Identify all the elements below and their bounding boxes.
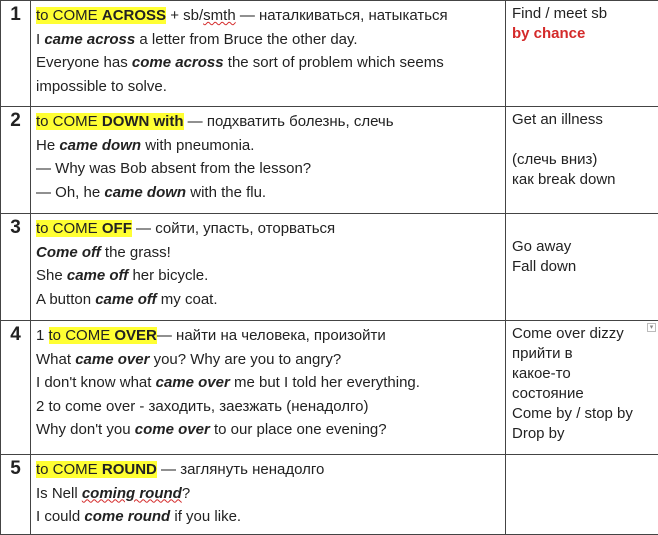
synonym-line: Go away <box>512 237 654 257</box>
example-line: Come off the grass! <box>36 241 501 265</box>
verb-heading: to COME ROUND — заглянуть ненадолго <box>36 458 501 482</box>
synonym-line: прийти в <box>512 344 654 364</box>
spellcheck-word: smth <box>203 7 236 24</box>
example-cell <box>31 455 506 535</box>
synonym-line: как break down <box>512 170 654 190</box>
example-line: I don't know what came over me but I told her everything. <box>36 371 501 395</box>
meaning: — найти на человека, произойти <box>157 327 386 344</box>
synonym-line: Come over dizzy <box>512 324 654 344</box>
synonym-line: состояние <box>512 384 654 404</box>
verb-heading: 1 to COME OVER— найти на человека, произойти <box>36 324 501 348</box>
example-line: Why don't you come over to our place one evening? <box>36 418 501 442</box>
verb-heading: to COME OFF — сойти, упасть, оторваться <box>36 217 501 241</box>
row-number: 4 <box>1 321 31 455</box>
meaning: — подхватить болезнь, слечь <box>184 113 394 130</box>
particle: ACROSS <box>102 7 166 24</box>
table-row <box>1 107 658 214</box>
row-number: 2 <box>1 107 31 214</box>
chevron-down-icon[interactable]: ▾ <box>647 323 656 332</box>
example-line: — Oh, he came down with the flu. <box>36 181 501 205</box>
example-cell <box>31 321 506 455</box>
example-line: I could come round if you like. <box>36 505 501 529</box>
synonym-cell <box>506 214 658 321</box>
particle: DOWN with <box>102 113 184 130</box>
example-line: 2 to come over - заходить, заезжать (ненадолго) <box>36 395 501 419</box>
synonym-cell <box>506 455 658 535</box>
synonym-line: Drop by <box>512 424 654 444</box>
synonym-cell <box>506 1 658 107</box>
verb-heading: to COME DOWN with — подхватить болезнь, слечь <box>36 110 501 134</box>
example-line: impossible to solve. <box>36 75 501 99</box>
synonym-cell <box>506 107 658 214</box>
synonym-line: Fall down <box>512 257 654 277</box>
synonym-line: Find / meet sb <box>512 4 654 24</box>
example-line: A button came off my coat. <box>36 288 501 312</box>
row-number: 3 <box>1 214 31 321</box>
particle: OVER <box>114 327 157 344</box>
row-number: 5 <box>1 455 31 535</box>
table-row <box>1 214 658 321</box>
example-line: Everyone has come across the sort of problem which seems <box>36 51 501 75</box>
synonym-line: (слечь вниз) <box>512 150 654 170</box>
row-number: 1 <box>1 1 31 107</box>
meaning: — наталкиваться, натыкаться <box>236 7 448 24</box>
example-cell <box>31 107 506 214</box>
synonym-line-highlight: by chance <box>512 24 654 44</box>
example-line: He came down with pneumonia. <box>36 134 501 158</box>
example-line: She came off her bicycle. <box>36 264 501 288</box>
table-row <box>1 321 658 455</box>
example-line: — Why was Bob absent from the lesson? <box>36 157 501 181</box>
table-row <box>1 1 658 107</box>
synonym-line: какое-то <box>512 364 654 384</box>
synonym-line: Come by / stop by <box>512 404 654 424</box>
meaning: — заглянуть ненадолго <box>157 461 324 478</box>
example-line: What came over you? Why are you to angry? <box>36 348 501 372</box>
particle: OFF <box>102 220 132 237</box>
example-line: Is Nell coming round? <box>36 482 501 506</box>
verb-heading: to COME ACROSS + sb/smth — наталкиваться, натыкаться <box>36 4 501 28</box>
synonym-cell <box>506 321 658 455</box>
example-cell <box>31 1 506 107</box>
table-row <box>1 455 658 535</box>
example-line: I came across a letter from Bruce the other day. <box>36 28 501 52</box>
example-cell <box>31 214 506 321</box>
meaning: — сойти, упасть, оторваться <box>132 220 335 237</box>
particle: ROUND <box>102 461 157 478</box>
synonym-line: Get an illness <box>512 110 654 130</box>
